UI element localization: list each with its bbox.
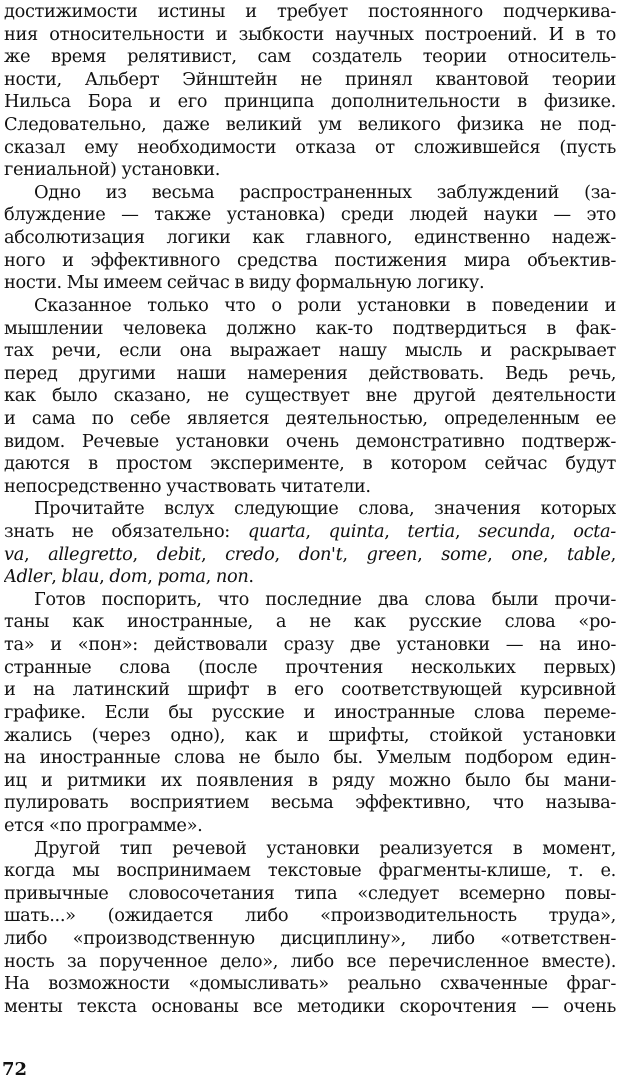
text-line: та» и «пон»: действовали сразу две установки — на ино-	[4, 634, 616, 656]
body-text	[4, 1, 616, 1018]
text-line: графике. Если бы русские и иностранные слова переме-	[4, 701, 616, 723]
text-line: Одно из весьма распространенных заблуждений (за-	[34, 181, 616, 203]
text-line: достижимости истины и требует постоянного подчеркива-	[4, 1, 616, 22]
text-line: либо «производственную дисциплину», либо «ответствен-	[4, 927, 616, 949]
text-line: ности, Альберт Эйнштейн не принял квантовой теории	[4, 68, 616, 90]
text-line: гениальной) установки.	[4, 159, 221, 181]
text-line: пулировать восприятием весьма эффективно, что называ-	[4, 792, 616, 814]
text-line: видом. Речевые установки очень демонстративно подтверж-	[4, 430, 616, 452]
text-line: абсолютизация логики как главного, единственно надеж-	[4, 227, 616, 249]
text-line: и сама по себе является деятельностью, определенным ее	[4, 407, 616, 429]
text-line: жались (через одно), как и шрифты, стойкой установки	[4, 724, 616, 746]
text-line: Готов поспорить, что последние два слова были прочи-	[34, 588, 616, 610]
text-line: сказал ему необходимости отказа от сложившейся (пусть	[4, 136, 616, 158]
text-line: менты текста основаны все методики скорочтения — очень	[4, 995, 616, 1017]
page-number: 72	[2, 1059, 28, 1080]
text-line: непосредственно участвовать читатели.	[4, 475, 371, 497]
text-line: Adler, blau, dom, poma, non.	[4, 566, 254, 588]
text-line: привычные словосочетания типа «следует всемерно повы-	[4, 882, 616, 904]
text-line: и на латинский шрифт в его соответствующей курсивной	[4, 679, 616, 701]
text-line: ного и эффективного средства постижения мира объектив-	[4, 249, 616, 271]
text-line: иц и ритмики их появления в ряду можно было бы мани-	[4, 769, 616, 791]
text-line: таны как иностранные, а не как русские слова «ро-	[4, 611, 616, 633]
text-line: шать...» (ожидается либо «производительность труда»,	[4, 905, 616, 927]
text-line: ность за порученное дело», либо все перечисленное вместе).	[4, 950, 616, 972]
text-line: ется «по программе».	[4, 814, 203, 836]
text-line: даются в простом эксперименте, в котором сейчас будут	[4, 453, 616, 475]
text-line: блуждение — также установка) среди людей науки — это	[4, 204, 616, 226]
text-line: как было сказано, не существует вне другой деятельности	[4, 385, 616, 407]
text-line: когда мы воспринимаем текстовые фрагменты-клише, т. е.	[4, 860, 616, 882]
text-line: знать не обязательно: quarta, quinta, tertia, secunda, octa-	[4, 521, 616, 543]
text-line: Другой тип речевой установки реализуется в момент,	[34, 837, 616, 859]
text-line: тах речи, если она выражает нашу мысль и раскрывает	[4, 340, 616, 362]
text-line: Прочитайте вслух следующие слова, значения которых	[34, 498, 616, 520]
text-line: На возможности «домысливать» реально схваченные фраг-	[4, 973, 616, 995]
text-line: ния относительности и зыбкости научных построений. И в то	[4, 23, 616, 45]
text-line: Сказанное только что о роли установки в поведении и	[34, 294, 616, 316]
text-line: странные слова (после прочтения нескольких первых)	[4, 656, 616, 678]
text-line: ности. Мы имеем сейчас в виду формальную логику.	[4, 272, 485, 294]
text-line: va, allegretto, debit, credo, don't, green, some, one, table,	[4, 543, 616, 565]
text-line: мышлении человека должно как-то подтвердиться в фак-	[4, 317, 616, 339]
text-line: перед другими наши намерения действовать. Ведь речь,	[4, 362, 616, 384]
text-line: на иностранные слова не было бы. Умелым подбором един-	[4, 747, 616, 769]
text-line: Нильса Бора и его принципа дополнительности в физике.	[4, 91, 616, 113]
text-line: Следовательно, даже великий ум великого физика не под-	[4, 114, 616, 136]
text-line: же время релятивист, сам создатель теории относитель-	[4, 46, 616, 68]
